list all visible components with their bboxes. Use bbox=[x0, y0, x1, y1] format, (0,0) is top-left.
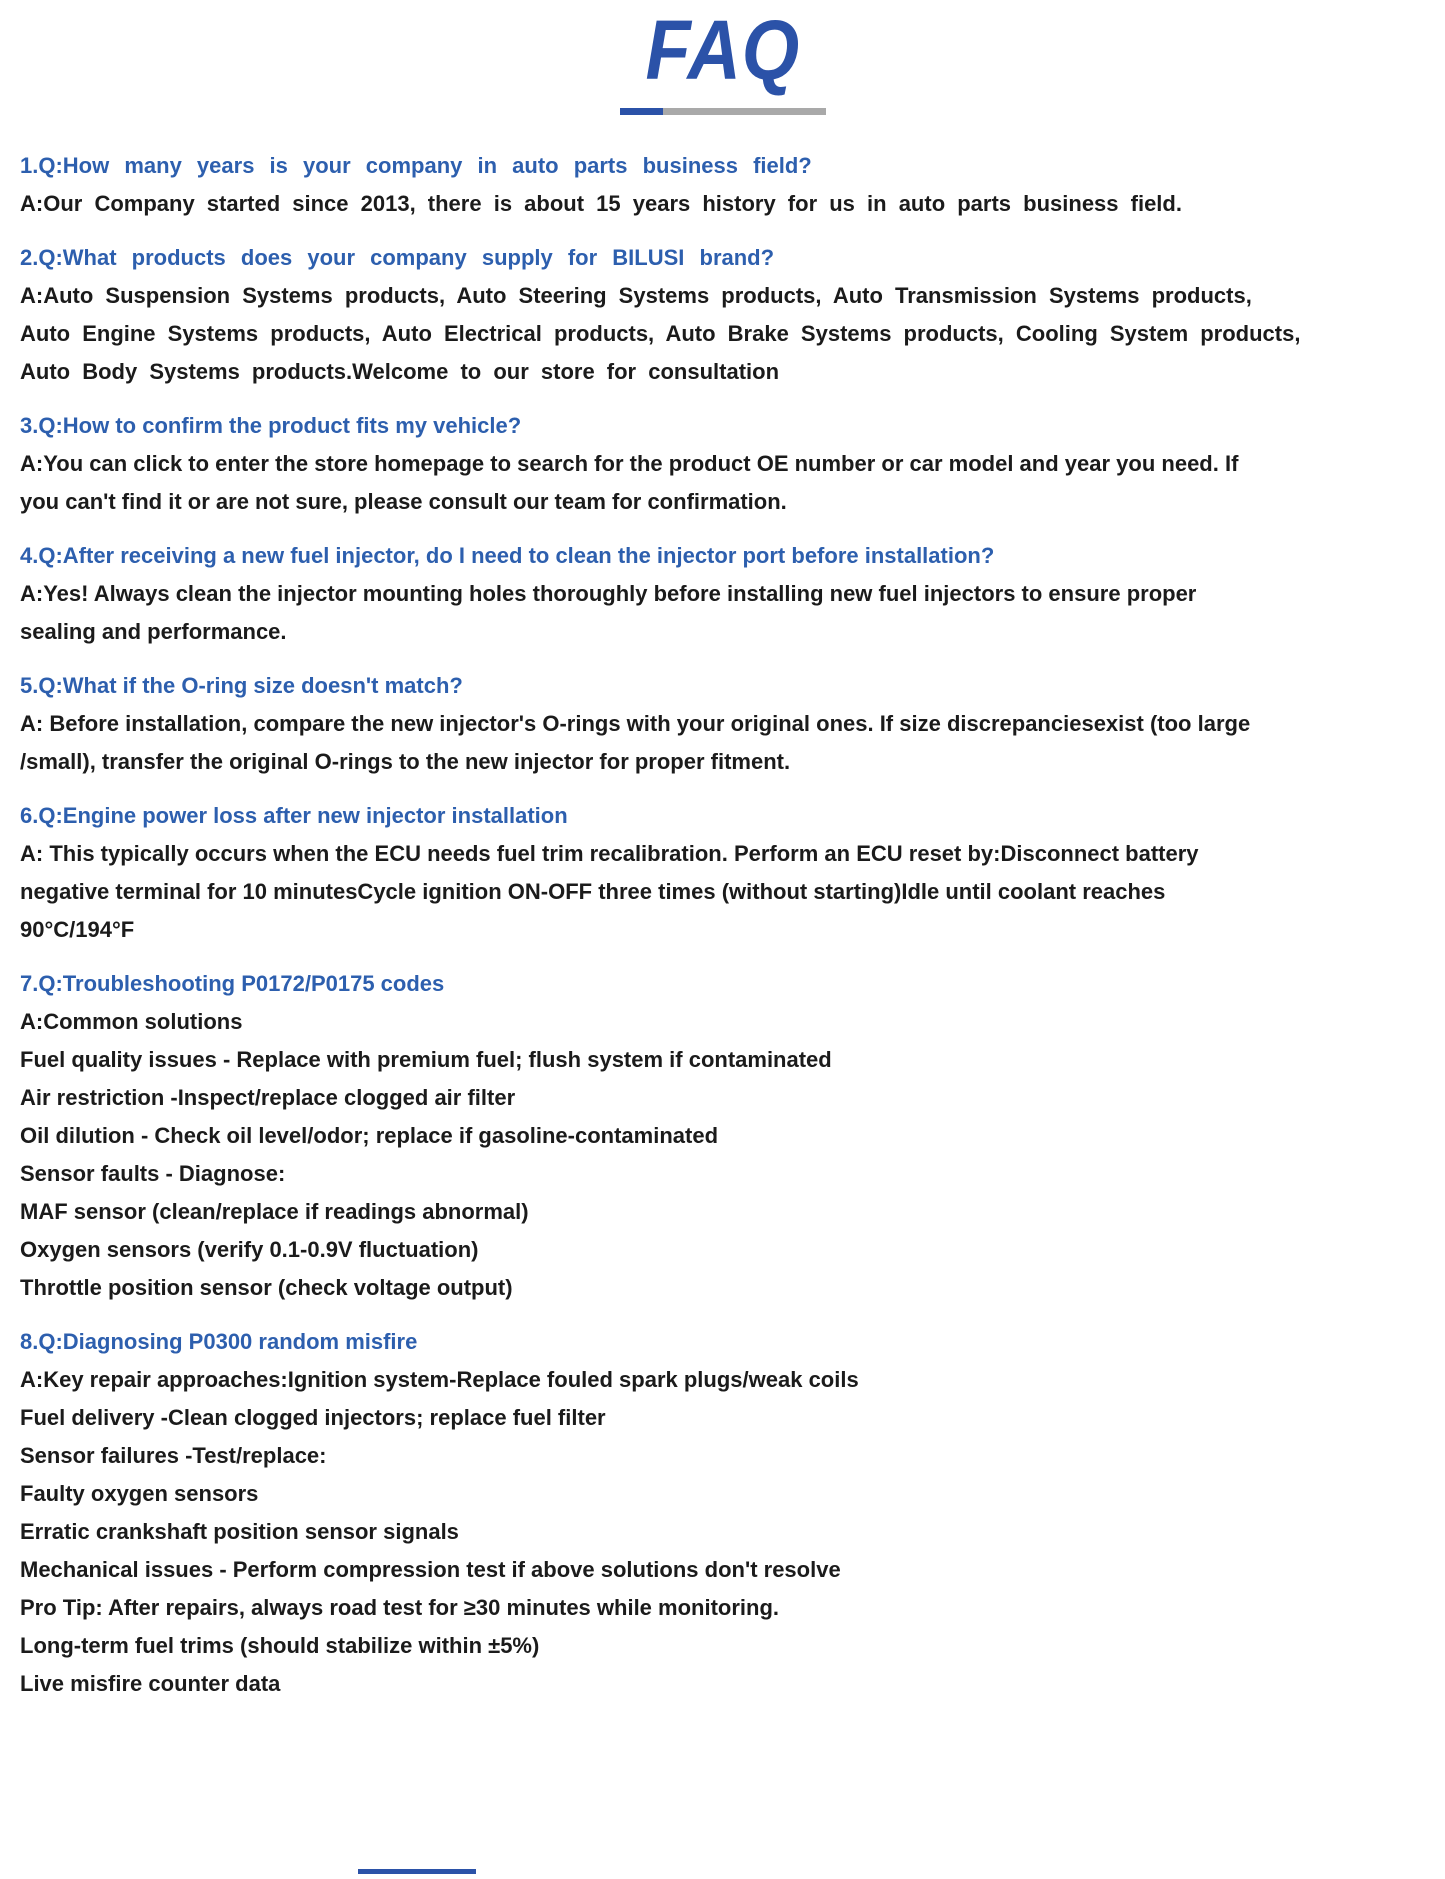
faq-answer-line: A: Before installation, compare the new injector's O-rings with your original ones. If size discrepanciesexist (too large bbox=[20, 711, 1251, 736]
faq-question: 1.Q:How many years is your company in auto parts business field? bbox=[20, 153, 812, 178]
faq-answer-line: A: This typically occurs when the ECU needs fuel trim recalibration. Perform an ECU reset by:Disconnect battery bbox=[20, 841, 1199, 866]
faq-answer-line: A:You can click to enter the store homepage to search for the product OE number or car model and year you need. If bbox=[20, 451, 1239, 476]
faq-answer-line: A:Our Company started since 2013, there is about 15 years history for us in auto parts business field. bbox=[20, 191, 1182, 216]
faq-question: 7.Q:Troubleshooting P0172/P0175 codes bbox=[20, 971, 445, 996]
faq-answer-line: negative terminal for 10 minutesCycle ignition ON-OFF three times (without starting)Idle until coolant reaches bbox=[20, 879, 1166, 904]
faq-item bbox=[20, 407, 1423, 521]
title-divider bbox=[620, 108, 826, 115]
bottom-accent-bar bbox=[358, 1869, 476, 1874]
faq-answer-line: Air restriction -Inspect/replace clogged air filter bbox=[20, 1085, 516, 1110]
faq-answer-line: Fuel quality issues - Replace with premium fuel; flush system if contaminated bbox=[20, 1047, 832, 1072]
faq-answer-line: A:Common solutions bbox=[20, 1009, 243, 1034]
faq-header bbox=[0, 0, 1445, 115]
faq-question: 6.Q:Engine power loss after new injector installation bbox=[20, 803, 568, 828]
faq-answer-line: Throttle position sensor (check voltage output) bbox=[20, 1275, 513, 1300]
faq-answer-line: Live misfire counter data bbox=[20, 1671, 281, 1696]
faq-answer-line: Erratic crankshaft position sensor signals bbox=[20, 1519, 459, 1544]
faq-item bbox=[20, 1323, 1423, 1703]
divider-gray-segment bbox=[663, 108, 826, 115]
faq-answer-line: Sensor faults - Diagnose: bbox=[20, 1161, 286, 1186]
faq-answer-line: A:Auto Suspension Systems products, Auto Steering Systems products, Auto Transmission Systems products, bbox=[20, 283, 1252, 308]
faq-item bbox=[20, 239, 1423, 391]
faq-answer-line: Long-term fuel trims (should stabilize within ±5%) bbox=[20, 1633, 540, 1658]
faq-question: 4.Q:After receiving a new fuel injector, do I need to clean the injector port before installation? bbox=[20, 543, 995, 568]
faq-answer-line: sealing and performance. bbox=[20, 619, 287, 644]
faq-answer-line: Auto Engine Systems products, Auto Electrical products, Auto Brake Systems products, Cooling System products, bbox=[20, 321, 1301, 346]
faq-item bbox=[20, 537, 1423, 651]
faq-list bbox=[0, 115, 1445, 1703]
faq-question: 2.Q:What products does your company supply for BILUSI brand? bbox=[20, 245, 775, 270]
faq-item bbox=[20, 965, 1423, 1307]
faq-answer-line: Faulty oxygen sensors bbox=[20, 1481, 259, 1506]
page-title: FAQ bbox=[645, 3, 800, 97]
faq-answer-line: /small), transfer the original O-rings to the new injector for proper fitment. bbox=[20, 749, 791, 774]
faq-answer-line: you can't find it or are not sure, please consult our team for confirmation. bbox=[20, 489, 787, 514]
faq-answer-line: Pro Tip: After repairs, always road test for ≥30 minutes while monitoring. bbox=[20, 1595, 780, 1620]
faq-item bbox=[20, 147, 1423, 223]
faq-answer-line: Oil dilution - Check oil level/odor; replace if gasoline-contaminated bbox=[20, 1123, 719, 1148]
faq-answer-line: 90°C/194°F bbox=[20, 917, 135, 942]
faq-question: 8.Q:Diagnosing P0300 random misfire bbox=[20, 1329, 418, 1354]
faq-answer-line: MAF sensor (clean/replace if readings abnormal) bbox=[20, 1199, 529, 1224]
faq-question: 3.Q:How to confirm the product fits my vehicle? bbox=[20, 413, 522, 438]
faq-answer-line: Oxygen sensors (verify 0.1-0.9V fluctuation) bbox=[20, 1237, 479, 1262]
faq-answer-line: A:Key repair approaches:Ignition system-Replace fouled spark plugs/weak coils bbox=[20, 1367, 859, 1392]
faq-answer-line: Fuel delivery -Clean clogged injectors; replace fuel filter bbox=[20, 1405, 606, 1430]
faq-question: 5.Q:What if the O-ring size doesn't match? bbox=[20, 673, 463, 698]
faq-item bbox=[20, 667, 1423, 781]
faq-answer-line: Sensor failures -Test/replace: bbox=[20, 1443, 327, 1468]
faq-item bbox=[20, 797, 1423, 949]
divider-blue-segment bbox=[620, 108, 663, 115]
faq-answer-line: Auto Body Systems products.Welcome to our store for consultation bbox=[20, 359, 780, 384]
faq-answer-line: Mechanical issues - Perform compression test if above solutions don't resolve bbox=[20, 1557, 841, 1582]
faq-answer-line: A:Yes! Always clean the injector mounting holes thoroughly before installing new fuel injectors to ensure proper bbox=[20, 581, 1197, 606]
